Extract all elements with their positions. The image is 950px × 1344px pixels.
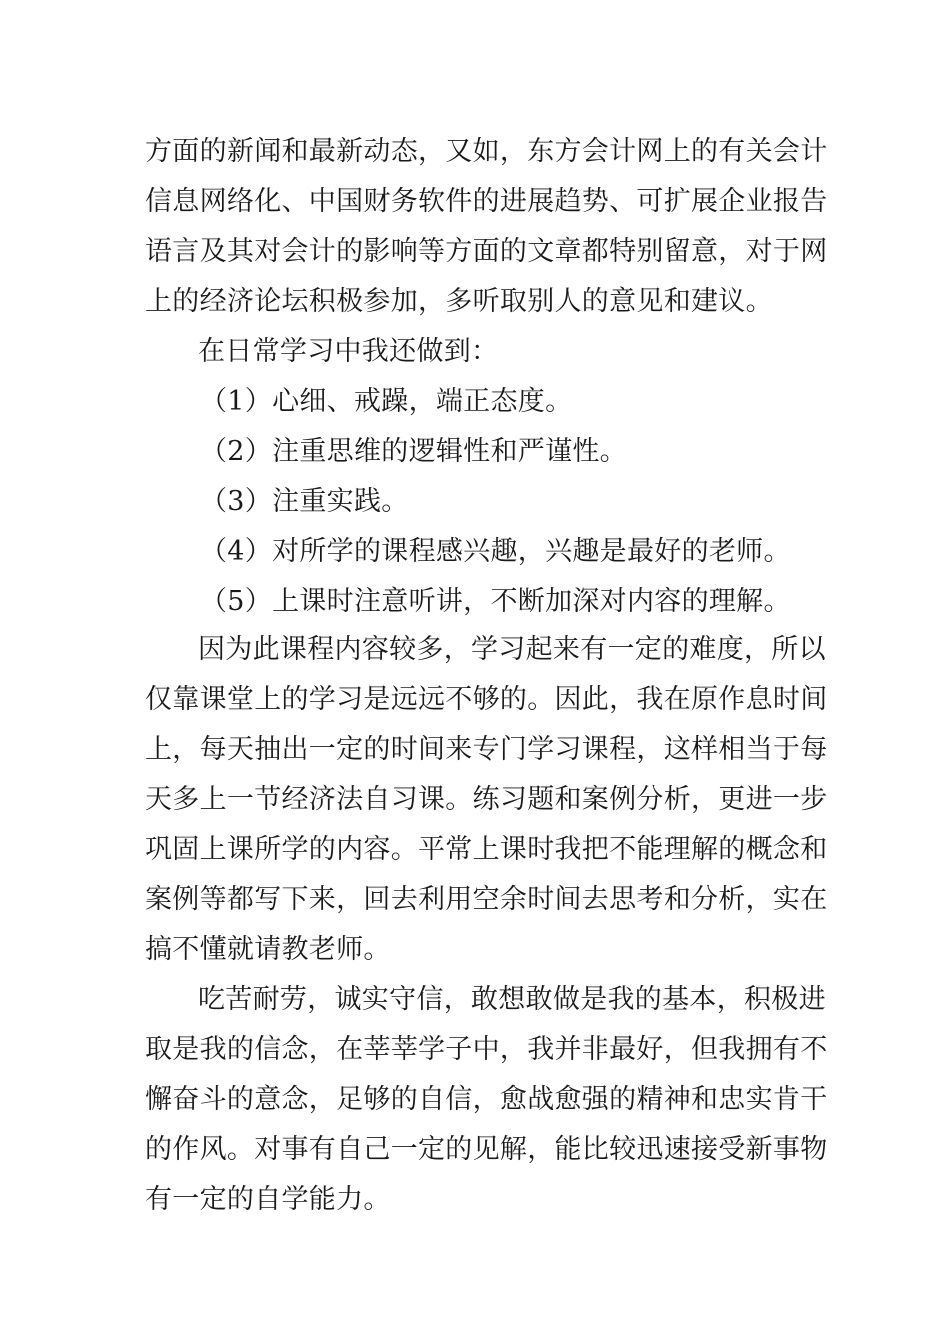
paragraph-4-line-4: 的作风。对事有自己一定的见解，能比较迅速接受新事物	[145, 1134, 828, 1165]
paragraph-1-line-4: 上的经济论坛积极参加，多听取别人的意见和建议。	[145, 286, 773, 317]
paragraph-3-line-1: 因为此课程内容较多，学习起来有一定的难度，所以	[198, 634, 826, 665]
list-item-1: （1）心细、戒躁，端正态度。	[200, 386, 573, 417]
list-item-3: （3）注重实践。	[200, 486, 409, 517]
paragraph-3-line-4: 天多上一节经济法自习课。练习题和案例分析，更进一步	[145, 784, 828, 815]
paragraph-1-line-2: 信息网络化、中国财务软件的进展趋势、可扩展企业报告	[145, 186, 828, 217]
paragraph-3-line-5: 巩固上课所学的内容。平常上课时我把不能理解的概念和	[145, 834, 828, 865]
paragraph-4-line-1: 吃苦耐劳，诚实守信，敢想敢做是我的基本，积极进	[198, 984, 826, 1015]
list-item-2: （2）注重思维的逻辑性和严谨性。	[200, 436, 627, 467]
paragraph-3-line-2: 仅靠课堂上的学习是远远不够的。因此，我在原作息时间	[145, 684, 828, 715]
paragraph-3-line-6: 案例等都写下来，回去利用空余时间去思考和分析，实在	[145, 884, 828, 915]
paragraph-3-line-3: 上，每天抽出一定的时间来专门学习课程，这样相当于每	[145, 734, 828, 765]
paragraph-4-line-2: 取是我的信念，在莘莘学子中，我并非最好，但我拥有不	[145, 1034, 828, 1065]
paragraph-2-line-1: 在日常学习中我还做到：	[198, 336, 499, 367]
paragraph-4-line-5: 有一定的自学能力。	[145, 1184, 391, 1215]
paragraph-4-line-3: 懈奋斗的意念，足够的自信，愈战愈强的精神和忠实肯干	[145, 1084, 828, 1115]
paragraph-3-line-7: 搞不懂就请教老师。	[145, 934, 391, 965]
list-item-4: （4）对所学的课程感兴趣，兴趣是最好的老师。	[200, 536, 791, 567]
paragraph-1-line-3: 语言及其对会计的影响等方面的文章都特别留意，对于网	[145, 236, 828, 267]
list-item-5: （5）上课时注意听讲，不断加深对内容的理解。	[200, 586, 791, 617]
paragraph-1-line-1: 方面的新闻和最新动态，又如，东方会计网上的有关会计	[145, 136, 828, 167]
